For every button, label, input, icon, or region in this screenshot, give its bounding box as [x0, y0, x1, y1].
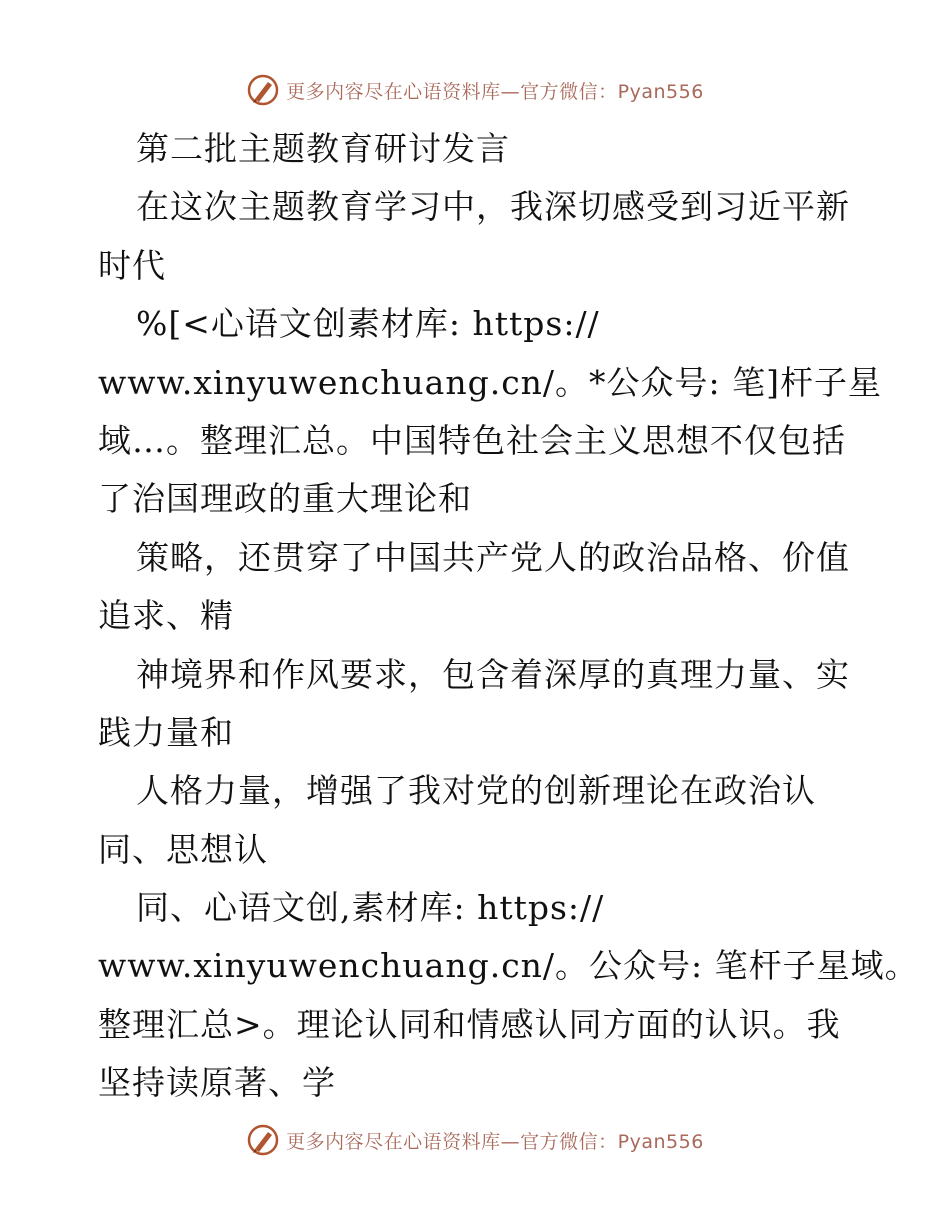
- footer-banner: [0, 1120, 950, 1160]
- paragraph-line: 在这次主题教育学习中，我深切感受到习近平新: [136, 187, 850, 227]
- paragraph-line: 时代: [98, 245, 166, 285]
- paragraph-line: 整理汇总>。理论认同和情感认同方面的认识。我: [98, 1004, 841, 1044]
- paragraph-line: 追求、精: [98, 596, 234, 636]
- paragraph-line: 策略，还贯穿了中国共产党人的政治品格、价值: [136, 537, 850, 577]
- paragraph-line: 同、心语文创,素材库: https://: [136, 888, 605, 928]
- paragraph-line: 同、思想认: [98, 829, 268, 869]
- paragraph-line: 域…。整理汇总。中国特色社会主义思想不仅包括: [98, 420, 846, 460]
- paragraph-line: 坚持读原著、学: [98, 1063, 336, 1103]
- paragraph-line: 了治国理政的重大理论和: [98, 479, 472, 519]
- footer-banner-text: 更多内容尽在心语资料库—官方微信：Pyan556: [286, 1130, 704, 1153]
- paragraph-line: 神境界和作风要求，包含着深厚的真理力量、实: [136, 654, 850, 694]
- document-body: [98, 120, 919, 1113]
- paragraph-line: 践力量和: [98, 712, 234, 752]
- paragraph-line: %[<心语文创素材库: https://: [136, 304, 600, 344]
- paragraph-line: 人格力量，增强了我对党的创新理论在政治认: [136, 771, 816, 811]
- document-title: 第二批主题教育研讨发言: [136, 129, 510, 168]
- pen-logo-icon: [246, 73, 280, 107]
- header-banner: [0, 70, 950, 110]
- header-banner-text: 更多内容尽在心语资料库—官方微信：Pyan556: [286, 80, 704, 103]
- paragraph-line: www.xinyuwenchuang.cn/。*公众号: 笔]杆子星: [98, 362, 883, 402]
- paragraph-line: www.xinyuwenchuang.cn/。公众号: 笔杆子星域。: [98, 946, 919, 986]
- pen-logo-icon: [246, 1123, 280, 1157]
